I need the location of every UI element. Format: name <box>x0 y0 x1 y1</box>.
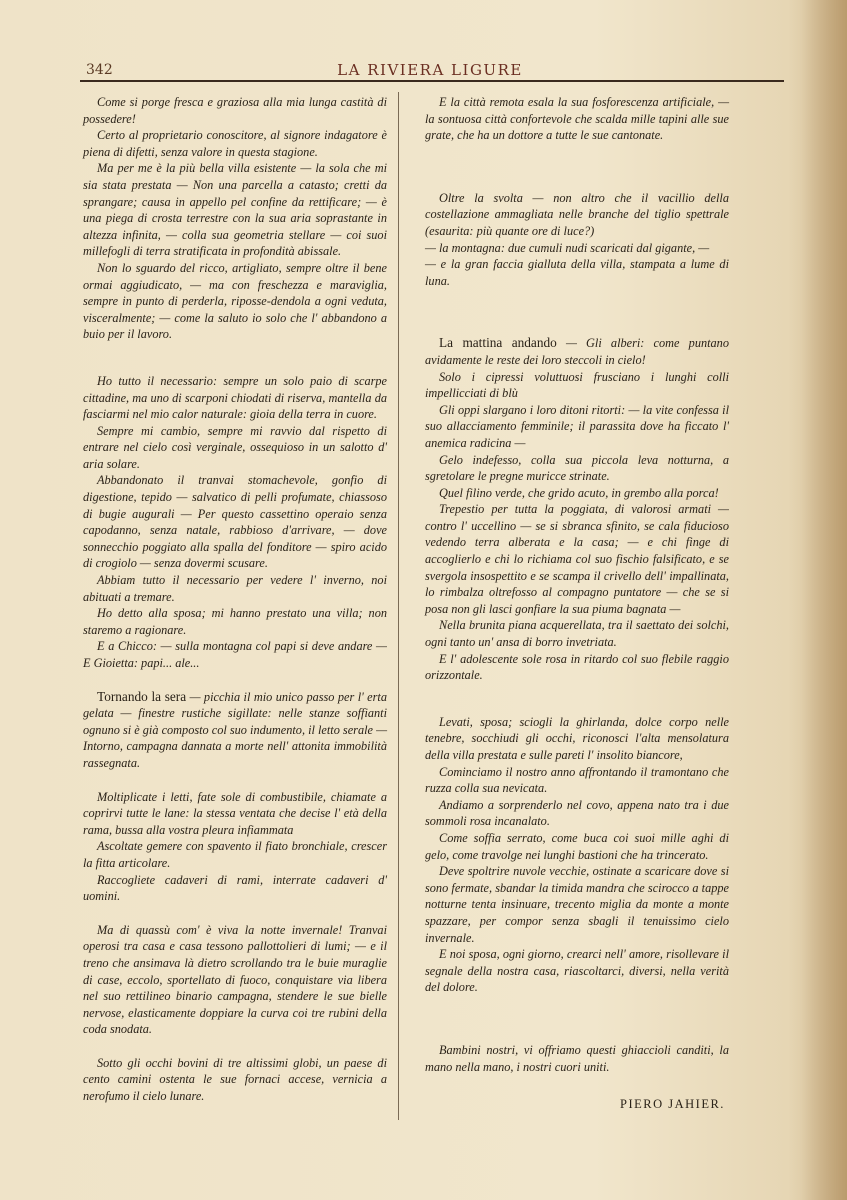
paragraph: Quel filino verde, che grido acuto, in grembo alla porca! <box>439 485 719 500</box>
paragraph: Certo al proprietario conoscitore, al signore indagatore è piena di difetti, senza valore in questa stagione. <box>83 128 387 159</box>
paragraph-text: — Gli alberi: come puntano avidamente le reste dei loro steccoli in cielo! <box>425 336 729 367</box>
paragraph: Cominciamo il nostro anno affrontando il tramontano che ruzza colla sua nevicata. <box>425 764 729 796</box>
section-gap <box>425 684 729 714</box>
paragraph-text: — picchia il mio unico passo per l' erta gelata — finestre rustiche sigillate: nelle stanze soffianti ognuno si è già composto col suo indumento, il letto serale — Intorno, campagna dannata a morte nell' attonita immobilità rassegnata. <box>83 689 387 770</box>
paragraph: Sotto gli occhi bovini di tre altissimi globi, un paese di cento camini ostenta le sue fornaci accese, vernicia a nerofumo il cielo lunare. <box>83 1055 387 1104</box>
section-gap <box>83 772 387 789</box>
paragraph: Nella brunita piana acquerellata, tra il saettato dei solchi, ogni tanto un' ansa di borro invetriata. <box>425 618 729 650</box>
paragraph <box>83 689 387 772</box>
paragraph: Gelo indefesso, colla sua piccola leva notturna, a sgretolare le pregne muricce strinate. <box>425 452 729 484</box>
paragraph: Oltre la svolta — non altro che il vacillio della costellazione ammagliata nelle branche del tiglio spettrale (esaurita: più quante ore di luce?) <box>425 190 729 238</box>
paragraph: Ho detto alla sposa; mi hanno prestato una villa; non staremo a ragionare. <box>83 606 387 637</box>
paragraph: Deve spoltrire nuvole vecchie, ostinate a scaricare dove si sono fermate, sbandar la timida mandra che scirocco a tappe notturne tenta insinuare, trecento miglia da monte a monte spazzare, per compor senza sbagli il tenuissimo cielo invernale. <box>425 864 729 945</box>
paragraph: Solo i cipressi voluttuosi frusciano i lunghi colli impellicciati di blù <box>425 369 729 401</box>
right-column <box>425 94 729 1075</box>
paragraph: Gli oppi slargano i loro ditoni ritorti: — la vite confessa il suo allacciamento femminile; il parassita dove ha ficcato l' anemica radicina — <box>425 402 729 450</box>
paragraph: Sempre mi cambio, sempre mi ravvio dal rispetto di entrare nel cielo così verginale, ossequioso in un salotto d' aria solare. <box>83 423 387 471</box>
paragraph: Andiamo a sorprenderlo nel covo, appena nato tra i due sommoli rosa incanalato. <box>425 797 729 829</box>
paragraph: Raccogliete cadaveri di rami, interrate cadaveri d' uomini. <box>83 872 387 904</box>
paragraph: Ascoltate gemere con spavento il fiato bronchiale, crescer la fitta articolare. <box>83 839 387 870</box>
paragraph: E noi sposa, ogni giorno, crearci nell' amore, risollevare il segnale della nostra casa, riascoltarci, diversi, nella verità del dolore. <box>425 947 729 995</box>
paragraph: Bambini nostri, vi offriamo questi ghiaccioli canditi, la mano nella mano, i nostri cuori uniti. <box>425 1042 729 1074</box>
paragraph: Come soffia serrato, come buca coi suoi mille aghi di gelo, come travolge nei lunghi bastioni che ha trincerato. <box>425 830 729 862</box>
section-gap <box>425 144 729 190</box>
left-column <box>83 94 387 1105</box>
paragraph: — e la gran faccia gialluta della villa, stampata a lume di luna. <box>425 257 729 288</box>
paragraph: E a Chicco: — sulla montagna col papi si deve andare — E Gioietta: papi... ale... <box>83 639 387 670</box>
page-edge-shadow <box>801 0 847 1200</box>
running-title: LA RIVIERA LIGURE <box>337 61 523 79</box>
paragraph: Come si porge fresca e graziosa alla mia lunga castità di possedere! <box>83 95 387 126</box>
paragraph: E la città remota esala la sua fosforescenza artificiale, — la sontuosa città confortevole che scalda mille tapini alle sue grate, che ha un dottore a tutte le sue cantonate. <box>425 95 729 143</box>
column-divider <box>398 92 399 1120</box>
section-lead: La mattina andando <box>439 335 557 351</box>
page-header <box>78 60 782 82</box>
paragraph: Moltiplicate i letti, fate sole di combustibile, chiamate a coprirvi tutte le lane: la stessa ventata che decise l' età della rama, bussa alla vostra pleura infiammata <box>83 789 387 837</box>
section-gap <box>425 996 729 1042</box>
section-gap <box>83 905 387 922</box>
paragraph: — la montagna: due cumuli nudi scaricati dal gigante, — <box>425 240 710 255</box>
section-lead: Tornando la sera <box>97 688 187 704</box>
section-gap <box>83 1038 387 1055</box>
paragraph: Trepestio per tutta la poggiata, di valorosi armati — contro l' uccellino — se si sbranca sfinito, se cala fiducioso vedendo terra alberata e la casa; — e chi finge di accoglierlo e chi lo richiama col suo fischio falsificato, e se svergola insospettito e se scampa il crivello dell' impallinata, lo rimbalza oltrefosso al compagno puntatore — che se si posa non gli lasci gonfiare la sua piuma bagnata — <box>425 502 729 616</box>
section-gap <box>83 672 387 689</box>
paragraph: Ma per me è la più bella villa esistente — la sola che mi sia stata prestata — Non una parcella a catasto; cretti da sprangare; causa in appello pel confine da rettificare; — è una piega di crosta terrestre con la sua aria soprastante in altezza infinita, — colla sua geometria stellare — coi suoi millefogli di terra stratificata in profondità abissale. <box>83 161 387 259</box>
page-number: 342 <box>86 62 113 78</box>
paragraph: Non lo sguardo del ricco, artigliato, sempre oltre il bene ormai aggiudicato, — ma con freschezza e maraviglia, sempre in punto di perderla, riposse-dendola a ogni veduta, visceralmente; — come la saluto io solo che l' abbandono a buio per il lavoro. <box>83 260 387 342</box>
section-gap <box>425 289 729 335</box>
paragraph: Ma di quassù com' è viva la notte invernale! Tranvai operosi tra casa e casa tessono pallottolieri di lumi; — e il treno che ansimava là dietro scrollando tra le buie muraglie di case, eccolo, sportellato di fuoco, conquistare via libera nel suo rettilineo binario campagna, stendere le sue bielle nervose, elasticamente doppiare la curva coi tre rubini della coda snodata. <box>83 922 387 1037</box>
author-signature: PIERO JAHIER. <box>620 1097 725 1111</box>
header-rule <box>80 80 784 82</box>
paragraph: Abbiam tutto il necessario per vedere l' inverno, noi abituati a tremare. <box>83 573 387 604</box>
paragraph: Levati, sposa; sciogli la ghirlanda, dolce corpo nelle tenebre, socchiudi gli occhi, riconosci l'alta mensolatura della villa prestata e sulle pareti l' insolito biancore, <box>425 714 729 762</box>
paragraph <box>425 335 729 368</box>
paragraph: Ho tutto il necessario: sempre un solo paio di scarpe cittadine, ma uno di scarponi chiodati di riserva, mantella da fasciarmi nel mio calor naturale: gioia della terra in cuore. <box>83 373 387 422</box>
paragraph: Abbandonato il tranvai stomachevole, gonfio di digestione, tepido — salvatico di pelli profumate, chiassoso di bugie augurali — Per questo cassettino operaio senza capodanno, senza natale, rabbioso d'arrivare, — dove sonnecchio poggiato alla spalla del fonditore — spiro acido di crogiolo — senza dovermi scusare. <box>83 473 387 571</box>
section-gap <box>83 343 387 373</box>
paragraph: E l' adolescente sole rosa in ritardo col suo flebile raggio orizzontale. <box>425 651 729 683</box>
